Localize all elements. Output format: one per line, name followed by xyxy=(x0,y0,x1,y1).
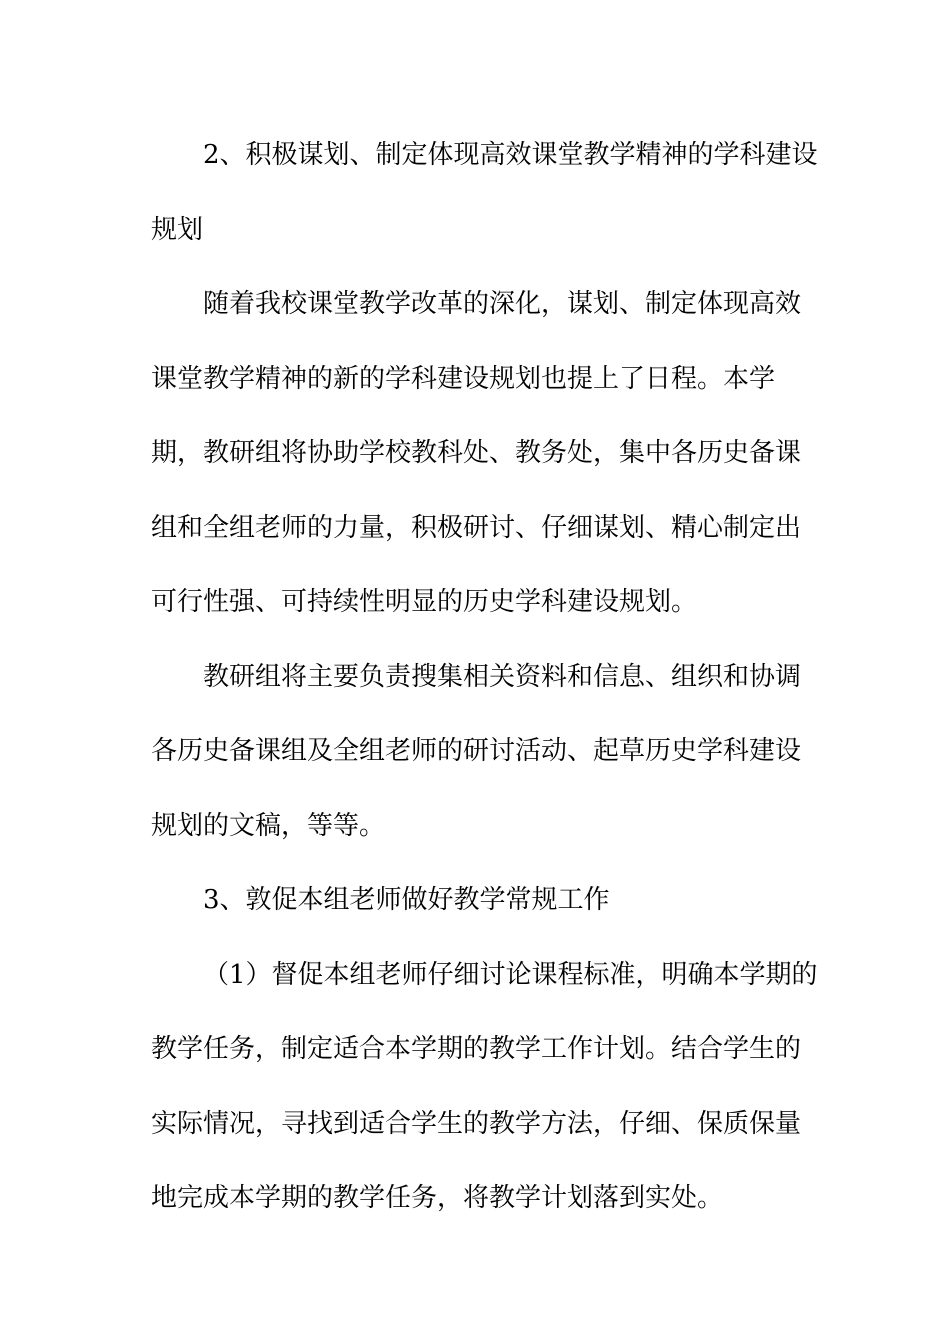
text-line: 规划的文稿，等等。 xyxy=(151,810,386,841)
text-line: 教研组将主要负责搜集相关资料和信息、组织和协调 xyxy=(203,661,802,692)
text-line: 3、敦促本组老师做好教学常规工作 xyxy=(203,885,610,915)
text-line: 实际情况，寻找到适合学生的教学方法，仔细、保质保量 xyxy=(151,1108,802,1139)
text-line: 组和全组老师的力量，积极研讨、仔细谋划、精心制定出 xyxy=(151,512,802,543)
paragraph-1 xyxy=(151,118,818,267)
text-line: 可行性强、可持续性明显的历史学科建设规划。 xyxy=(151,587,698,617)
text-line: 教学任务，制定适合本学期的教学工作计划。结合学生的 xyxy=(151,1034,802,1064)
text-line: 各历史备课组及全组老师的研讨活动、起草历史学科建设 xyxy=(151,736,802,766)
text-line: 随着我校课堂教学改革的深化，谋划、制定体现高效 xyxy=(203,289,802,319)
paragraph-4 xyxy=(151,863,811,938)
paragraph-3 xyxy=(151,640,811,864)
text-line: 2、积极谋划、制定体现高效课堂教学精神的学科建设 xyxy=(203,140,818,170)
text-line: 期，教研组将协助学校教科处、教务处，集中各历史备课 xyxy=(151,438,802,468)
text-line: （1）督促本组老师仔细讨论课程标准，明确本学期的 xyxy=(203,959,818,990)
text-line: 课堂教学精神的新的学科建设规划也提上了日程。本学 xyxy=(151,363,776,394)
paragraph-5 xyxy=(151,938,818,1236)
paragraph-2 xyxy=(151,267,811,640)
text-line: 规划 xyxy=(151,214,204,245)
text-line: 地完成本学期的教学任务，将教学计划落到实处。 xyxy=(151,1183,724,1213)
document-body xyxy=(151,118,818,1236)
